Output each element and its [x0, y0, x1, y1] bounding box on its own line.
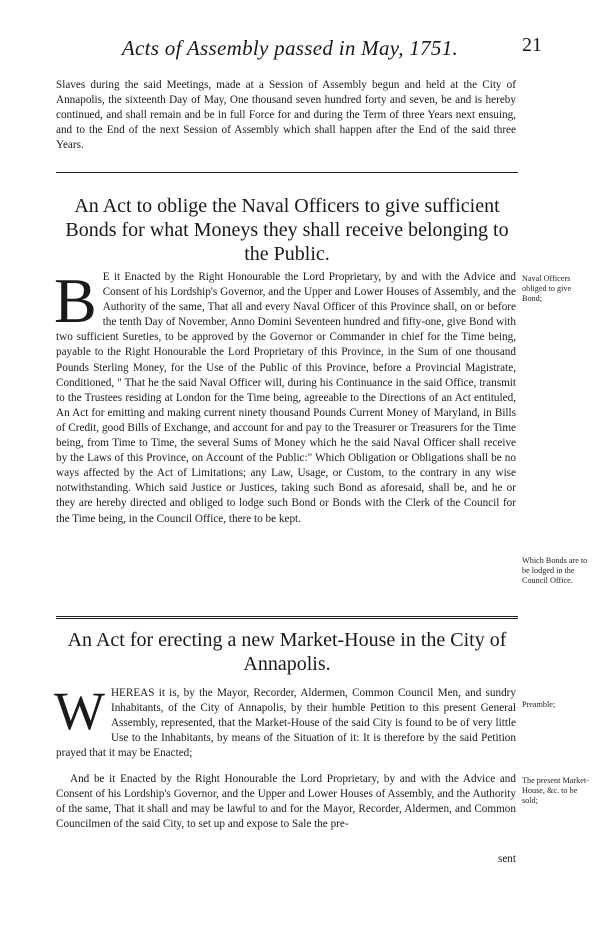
catchword: sent	[497, 853, 516, 865]
act2-enactment-text: And be it Enacted by the Right Honourable the Lord Proprietary, by and with the Advice and Consent of his Lordship's Governor, and the Upper and Lower Houses of Assembly, and the Authority of the same, That it shall and may be lawful to and for the Mayor, Recorder, Aldermen, and Common Councilmen of the said City, to set up and expose to Sale the pre-	[56, 773, 516, 831]
section-rule	[56, 172, 518, 173]
act2-preamble-text: HEREAS it is, by the Mayor, Recorder, Aldermen, Common Council Men, and sundry Inhabitants, of the City of Annapolis, by their humble Petition to this present General Assembly, represented, that the Market-House of the said City is found to be of very little Use to the Inhabitants, by means of the Situation of it: It is therefore by the said Petition prayed that it may be Enacted;	[56, 687, 516, 760]
continuation-text: Slaves during the said Meetings, made at a Session of Assembly begun and held at the City of Annapolis, the sixteenth Day of May, One thousand seven hundred forty and seven, be and is hereby continued, and shall remain and be in full Force for and during the Term of three Years next ensuing, and to the End of the next Session of Assembly which shall happen after the End of the said three Years.	[56, 79, 516, 152]
margin-note-market-house: The present Market-House, &c. to be sold;	[522, 776, 589, 806]
act2-enactment	[56, 772, 516, 832]
act1-body-text: E it Enacted by the Right Honourable the Lord Proprietary, by and with the Advice and Consent of his Lordship's Governor, and the Upper and Lower Houses of Assembly, and the Authority of the same, That all and every Naval Officer of this Province shall, on or before the tenth Day of November, Anno Domini Seventeen hundred and fifty-one, give Bond with two sufficient Sureties, to be approved by the Governor or Commander in chief for the Time being, payable to the Right Honourable the Lord Proprietary of this Province, in the Sum of one thousand Pounds Sterling Money, for the Use of the Public of this Province, before a Provincial Magistrate, Conditioned, " That he the said Naval Officer will, during his Continuance in the said Office, transmit to the Trustees residing at London for the Time being, agreeable to the Directions of an Act entituled, An Act for emitting and making current ninety thousand Pounds Current Money of Maryland, in Bills of Credit, good Bills of Exchange, and account for and pay to the Treasurer or Treasurers for the Time being, from Time to Time, the several Sums of Money which he the said Naval Officer shall receive by the Laws of this Province, on Account of the Public:" Which Obligation or Obligations shall be no ways affected by the Act of Limitations; any Law, Usage, or Custom, to the contrary in any wise notwithstanding. Which said Justice or Justices, taking such Bond as aforesaid, shall be, and he or they are hereby directed and obliged to lodge such Bond or Bonds with the Clerk of the Council for the Time being, in the Council Office, there to be kept.	[56, 271, 516, 525]
act1-dropcap: B	[54, 265, 97, 336]
act2-preamble	[54, 681, 516, 761]
act2-dropcap: W	[54, 681, 105, 741]
margin-note-bonds-lodged: Which Bonds are to be lodged in the Council Office.	[522, 556, 588, 586]
act1-body	[54, 265, 516, 527]
running-head: Acts of Assembly passed in May, 1751.	[121, 36, 459, 60]
act1-title: An Act to oblige the Naval Officers to give sufficient Bonds for what Moneys they shall receive belonging to the Public.	[65, 195, 509, 265]
section-double-rule	[56, 616, 518, 619]
margin-note-preamble: Preamble;	[522, 700, 556, 709]
page-number: 21	[522, 34, 542, 56]
continuation-paragraph	[56, 78, 516, 153]
margin-note-naval-bond: Naval Officers obliged to give Bond;	[522, 274, 572, 304]
act2-title: An Act for erecting a new Market-House in the City of Annapolis.	[67, 629, 507, 675]
